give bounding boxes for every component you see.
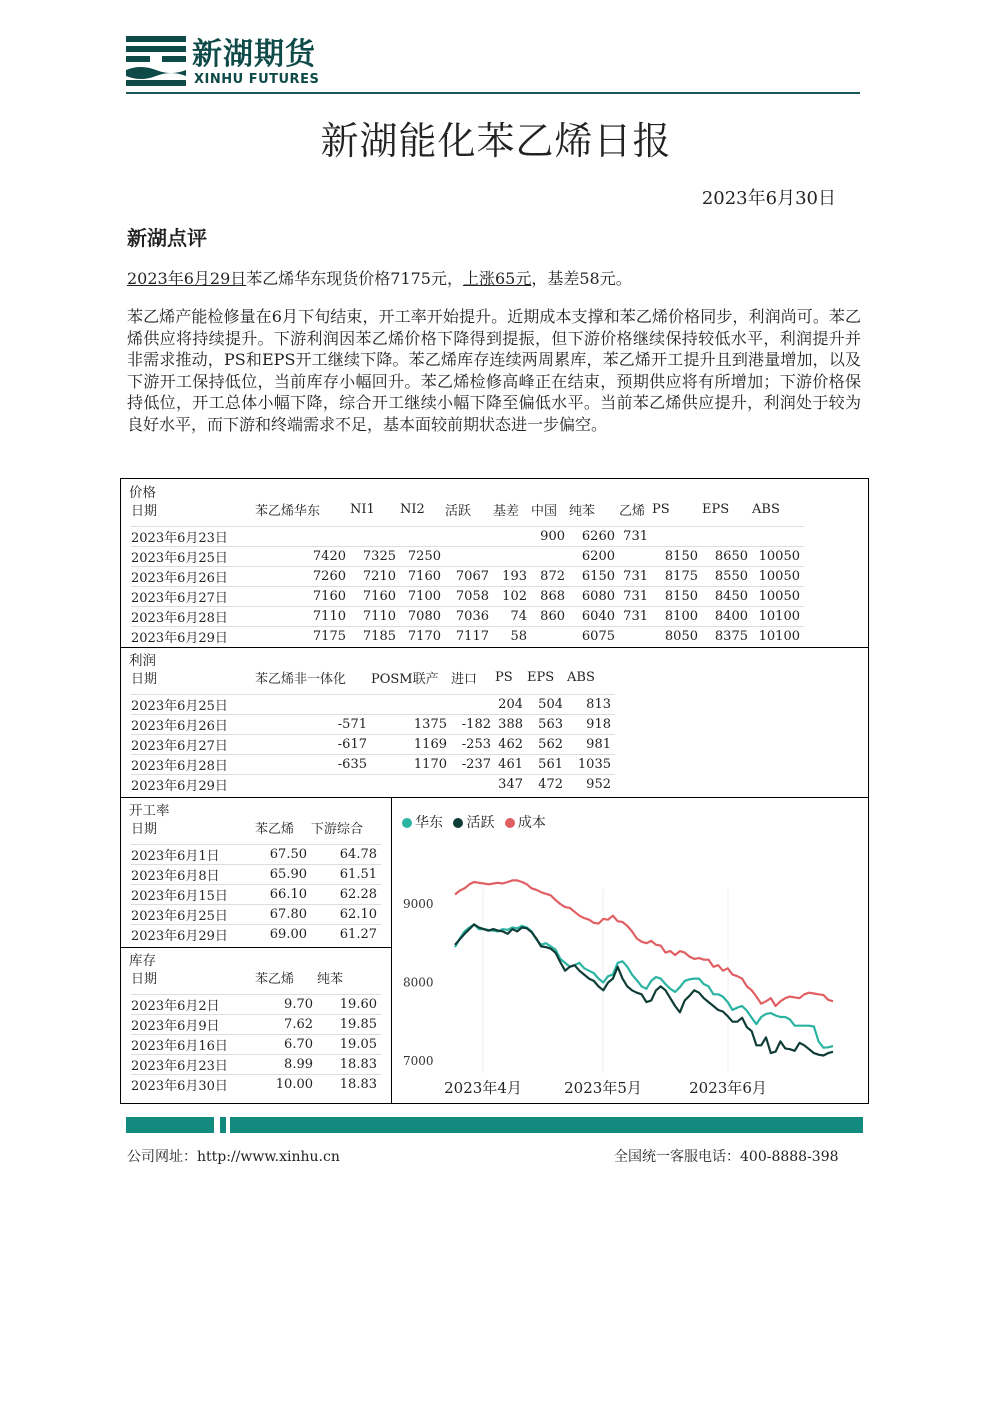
price-cell: 10050 bbox=[752, 547, 804, 567]
rate-cell: 64.78 bbox=[311, 845, 381, 865]
profit-section-label: 利润 bbox=[129, 653, 156, 669]
profit-cell: 347 bbox=[495, 775, 527, 795]
table-row bbox=[131, 567, 804, 587]
table-row bbox=[131, 607, 804, 627]
rate-cell: 2023年6月1日 bbox=[131, 845, 255, 865]
price-cell: 8050 bbox=[652, 627, 702, 647]
logo-text-cn: 新湖期货 bbox=[192, 37, 316, 72]
price-table bbox=[131, 498, 804, 646]
price-header-1: 苯乙烯华东 bbox=[255, 503, 321, 519]
price-cell: 8100 bbox=[652, 607, 702, 627]
stock-cell: 8.99 bbox=[255, 1055, 317, 1075]
legend-item-huoyue bbox=[447, 815, 494, 831]
price-cell: 2023年6月25日 bbox=[131, 547, 255, 567]
profit-cell: 462 bbox=[495, 735, 527, 755]
table-row bbox=[131, 715, 615, 735]
rate-cell: 62.28 bbox=[311, 885, 381, 905]
summary-mid: 苯乙烯华东现货价格7175元， bbox=[246, 269, 463, 288]
price-cell bbox=[445, 527, 493, 547]
profit-cell: 472 bbox=[527, 775, 567, 795]
profit-cell: 981 bbox=[567, 735, 615, 755]
rate-cell: 67.50 bbox=[255, 845, 311, 865]
series-line-huoyue bbox=[455, 924, 833, 1055]
summary-tail: ，基差58元。 bbox=[531, 269, 632, 288]
profit-cell: 561 bbox=[527, 755, 567, 775]
table-row bbox=[131, 845, 381, 865]
price-cell: 7170 bbox=[400, 627, 445, 647]
stock-header-0: 日期 bbox=[131, 971, 158, 987]
price-cell: 731 bbox=[619, 527, 652, 547]
price-cell: 8450 bbox=[702, 587, 752, 607]
profit-cell: 2023年6月28日 bbox=[131, 755, 255, 775]
divider-rate-stock bbox=[121, 947, 391, 948]
price-cell: 7058 bbox=[445, 587, 493, 607]
divider-profit-lower bbox=[121, 797, 868, 798]
price-header-8: 乙烯 bbox=[619, 503, 646, 519]
stock-cell: 18.83 bbox=[317, 1075, 381, 1095]
x-tick-label: 2023年6月 bbox=[689, 1079, 767, 1097]
rate-header-1: 苯乙烯 bbox=[255, 821, 295, 837]
table-row bbox=[131, 547, 804, 567]
price-cell bbox=[400, 527, 445, 547]
price-header-11: ABS bbox=[752, 501, 780, 517]
legend-label-huadong: 华东 bbox=[415, 815, 443, 831]
legend-dot-cost bbox=[505, 818, 515, 828]
stock-cell: 2023年6月16日 bbox=[131, 1035, 255, 1055]
price-cell: 868 bbox=[531, 587, 569, 607]
table-row bbox=[131, 587, 804, 607]
price-cell: 2023年6月29日 bbox=[131, 627, 255, 647]
price-cell: 7160 bbox=[255, 587, 350, 607]
price-cell: 7110 bbox=[255, 607, 350, 627]
price-header-5: 基差 bbox=[493, 503, 520, 519]
price-cell bbox=[619, 627, 652, 647]
price-cell: 6150 bbox=[569, 567, 619, 587]
price-cell: 6075 bbox=[569, 627, 619, 647]
rate-cell: 66.10 bbox=[255, 885, 311, 905]
table-row bbox=[131, 695, 615, 715]
report-date: 2023年6月30日 bbox=[701, 188, 836, 209]
table-row bbox=[131, 1035, 381, 1055]
rate-cell: 2023年6月15日 bbox=[131, 885, 255, 905]
price-cell: 2023年6月27日 bbox=[131, 587, 255, 607]
price-cell: 193 bbox=[493, 567, 531, 587]
price-cell bbox=[619, 547, 652, 567]
price-header-10: EPS bbox=[702, 501, 730, 517]
rate-cell: 2023年6月25日 bbox=[131, 905, 255, 925]
stock-cell: 18.83 bbox=[317, 1055, 381, 1075]
profit-cell bbox=[371, 775, 451, 795]
price-cell: 7067 bbox=[445, 567, 493, 587]
x-tick-label: 2023年5月 bbox=[564, 1079, 642, 1097]
price-section-label: 价格 bbox=[129, 485, 156, 501]
price-cell: 7160 bbox=[350, 587, 400, 607]
rate-cell: 2023年6月8日 bbox=[131, 865, 255, 885]
price-cell: 860 bbox=[531, 607, 569, 627]
footer-hotline: 全国统一客服电话：400-8888-398 bbox=[614, 1149, 839, 1165]
stock-section-label: 库存 bbox=[129, 953, 156, 969]
table-row bbox=[131, 885, 381, 905]
summary-change: 上涨65元 bbox=[463, 269, 532, 288]
rate-cell: 2023年6月29日 bbox=[131, 925, 255, 945]
summary-date: 2023年6月29日 bbox=[127, 269, 247, 288]
profit-cell: 2023年6月26日 bbox=[131, 715, 255, 735]
profit-cell: 952 bbox=[567, 775, 615, 795]
table-row bbox=[131, 775, 615, 795]
profit-header-0: 日期 bbox=[131, 671, 158, 687]
stock-cell: 6.70 bbox=[255, 1035, 317, 1055]
price-cell bbox=[445, 547, 493, 567]
xinhu-logo-icon bbox=[126, 36, 186, 88]
price-cell: 7260 bbox=[255, 567, 350, 587]
price-cell: 7175 bbox=[255, 627, 350, 647]
table-row bbox=[131, 1055, 381, 1075]
header-divider bbox=[126, 92, 860, 94]
stock-table bbox=[131, 966, 381, 1094]
stock-header-row bbox=[131, 966, 381, 988]
price-cell: 58 bbox=[493, 627, 531, 647]
stock-header-1: 苯乙烯 bbox=[255, 971, 295, 987]
stock-cell: 19.05 bbox=[317, 1035, 381, 1055]
price-cell: 10100 bbox=[752, 607, 804, 627]
price-cost-line-chart bbox=[393, 839, 867, 1101]
price-cell: 7100 bbox=[400, 587, 445, 607]
price-cell bbox=[702, 527, 752, 547]
legend-item-cost bbox=[499, 815, 546, 831]
profit-cell: 2023年6月27日 bbox=[131, 735, 255, 755]
price-cell: 8175 bbox=[652, 567, 702, 587]
rate-section-label: 开工率 bbox=[129, 803, 170, 819]
profit-header-4: PS bbox=[495, 669, 513, 685]
profit-cell: 2023年6月29日 bbox=[131, 775, 255, 795]
price-cell: 2023年6月26日 bbox=[131, 567, 255, 587]
profit-cell: -237 bbox=[451, 755, 495, 775]
price-cell bbox=[255, 527, 350, 547]
profit-cell: 1169 bbox=[371, 735, 451, 755]
profit-cell: 1375 bbox=[371, 715, 451, 735]
profit-cell: 1035 bbox=[567, 755, 615, 775]
table-row bbox=[131, 755, 615, 775]
price-cell: 6200 bbox=[569, 547, 619, 567]
price-cell: 7185 bbox=[350, 627, 400, 647]
price-cell: 8400 bbox=[702, 607, 752, 627]
company-logo bbox=[126, 36, 326, 92]
stock-cell: 2023年6月2日 bbox=[131, 995, 255, 1015]
price-cell: 7250 bbox=[400, 547, 445, 567]
profit-header-row bbox=[131, 666, 615, 688]
price-cell: 10100 bbox=[752, 627, 804, 647]
profit-cell: 388 bbox=[495, 715, 527, 735]
rate-cell: 65.90 bbox=[255, 865, 311, 885]
rate-cell: 61.27 bbox=[311, 925, 381, 945]
footer-bar bbox=[126, 1117, 863, 1133]
chart-legend bbox=[402, 812, 546, 832]
price-cell bbox=[531, 627, 569, 647]
price-cell: 10050 bbox=[752, 587, 804, 607]
price-cell: 10050 bbox=[752, 567, 804, 587]
stock-cell: 2023年6月30日 bbox=[131, 1075, 255, 1095]
profit-cell: 562 bbox=[527, 735, 567, 755]
legend-item-huadong bbox=[402, 815, 443, 831]
y-tick-label: 9000 bbox=[403, 896, 434, 911]
price-cell: 2023年6月28日 bbox=[131, 607, 255, 627]
profit-cell: 461 bbox=[495, 755, 527, 775]
profit-cell: -571 bbox=[255, 715, 371, 735]
price-cell: 6080 bbox=[569, 587, 619, 607]
rate-header-row bbox=[131, 816, 381, 838]
table-row bbox=[131, 527, 804, 547]
y-tick-label: 7000 bbox=[403, 1054, 434, 1068]
commentary-paragraph: 苯乙烯产能检修量在6月下旬结束，开工率开始提升。近期成本支撑和苯乙烯价格同步，利润尚可。苯乙烯供应将持续提升。下游利润因苯乙烯价格下降得到提振，但下游价格继续保持较低水平，利润提升并非需求推动，PS和EPS开工继续下降。苯乙烯库存连续两周累库，苯乙烯开工提升且到港量增加，以及下游开工保持低位，当前库存小幅回升。苯乙烯检修高峰正在结束，预期供应将有所增加；下游价格保持低位，开工总体小幅下降，综合开工继续小幅下降至偏低水平。当前苯乙烯供应提升，利润处于较为良好水平，而下游和终端需求不足，基本面较前期状态进一步偏空。 bbox=[127, 307, 861, 434]
profit-cell bbox=[255, 695, 371, 715]
legend-label-huoyue: 活跃 bbox=[466, 815, 495, 831]
price-header-0: 日期 bbox=[131, 503, 158, 519]
stock-cell: 2023年6月23日 bbox=[131, 1055, 255, 1075]
table-row bbox=[131, 1015, 381, 1035]
stock-cell: 10.00 bbox=[255, 1075, 317, 1095]
table-row bbox=[131, 925, 381, 945]
price-cell: 7160 bbox=[400, 567, 445, 587]
profit-header-5: EPS bbox=[527, 669, 555, 685]
price-cell: 8550 bbox=[702, 567, 752, 587]
price-header-4: 活跃 bbox=[445, 503, 472, 519]
price-cell: 731 bbox=[619, 567, 652, 587]
price-header-2: NI1 bbox=[350, 501, 375, 517]
price-cell: 900 bbox=[531, 527, 569, 547]
price-cell bbox=[531, 547, 569, 567]
profit-header-6: ABS bbox=[567, 669, 595, 685]
price-cell: 7210 bbox=[350, 567, 400, 587]
stock-cell: 9.70 bbox=[255, 995, 317, 1015]
profit-cell: -253 bbox=[451, 735, 495, 755]
price-cell bbox=[350, 527, 400, 547]
profit-cell bbox=[255, 775, 371, 795]
price-header-9: PS bbox=[652, 501, 670, 517]
x-tick-label: 2023年4月 bbox=[444, 1079, 522, 1097]
profit-table bbox=[131, 666, 615, 794]
price-cell: 7420 bbox=[255, 547, 350, 567]
profit-cell bbox=[451, 775, 495, 795]
profit-header-3: 进口 bbox=[451, 671, 478, 687]
report-title: 新湖能化苯乙烯日报 bbox=[320, 119, 672, 163]
table-row bbox=[131, 865, 381, 885]
data-panel bbox=[120, 478, 869, 1104]
profit-cell: 563 bbox=[527, 715, 567, 735]
stock-cell: 19.85 bbox=[317, 1015, 381, 1035]
price-cell: 7080 bbox=[400, 607, 445, 627]
y-tick-label: 8000 bbox=[403, 975, 434, 990]
price-cell: 872 bbox=[531, 567, 569, 587]
profit-cell: 918 bbox=[567, 715, 615, 735]
profit-cell: -182 bbox=[451, 715, 495, 735]
price-cell: 7117 bbox=[445, 627, 493, 647]
price-cell: 8650 bbox=[702, 547, 752, 567]
stock-cell: 19.60 bbox=[317, 995, 381, 1015]
price-cell: 7110 bbox=[350, 607, 400, 627]
price-header-3: NI2 bbox=[400, 501, 425, 517]
profit-cell: -617 bbox=[255, 735, 371, 755]
footer-website: 公司网址：http://www.xinhu.cn bbox=[127, 1149, 340, 1165]
price-header-6: 中国 bbox=[531, 503, 558, 519]
rate-cell: 62.10 bbox=[311, 905, 381, 925]
price-cell: 2023年6月23日 bbox=[131, 527, 255, 547]
divider-tables-chart bbox=[391, 797, 392, 1103]
divider-price-profit bbox=[121, 647, 868, 648]
price-cell bbox=[652, 527, 702, 547]
profit-cell bbox=[371, 695, 451, 715]
rate-cell: 69.00 bbox=[255, 925, 311, 945]
price-cell: 8375 bbox=[702, 627, 752, 647]
price-cell: 74 bbox=[493, 607, 531, 627]
price-cell: 7036 bbox=[445, 607, 493, 627]
rate-cell: 61.51 bbox=[311, 865, 381, 885]
price-cell: 8150 bbox=[652, 547, 702, 567]
profit-header-1: 苯乙烯非一体化 bbox=[255, 671, 347, 687]
table-row bbox=[131, 735, 615, 755]
rate-table bbox=[131, 816, 381, 944]
legend-dot-huoyue bbox=[453, 818, 463, 828]
stock-cell: 2023年6月9日 bbox=[131, 1015, 255, 1035]
price-cell: 7325 bbox=[350, 547, 400, 567]
price-cell: 8150 bbox=[652, 587, 702, 607]
table-row bbox=[131, 995, 381, 1015]
profit-cell: 204 bbox=[495, 695, 527, 715]
legend-dot-huadong bbox=[402, 818, 412, 828]
section-heading: 新湖点评 bbox=[127, 226, 207, 250]
profit-cell: -635 bbox=[255, 755, 371, 775]
profit-cell: 813 bbox=[567, 695, 615, 715]
table-row bbox=[131, 1075, 381, 1095]
profit-cell bbox=[451, 695, 495, 715]
table-row bbox=[131, 905, 381, 925]
stock-header-2: 纯苯 bbox=[317, 971, 344, 987]
legend-label-cost: 成本 bbox=[517, 815, 546, 831]
price-cell bbox=[493, 527, 531, 547]
table-row bbox=[131, 627, 804, 647]
price-header-row bbox=[131, 498, 804, 520]
price-cell bbox=[493, 547, 531, 567]
logo-text-en: XINHU FUTURES bbox=[194, 72, 320, 87]
price-cell: 731 bbox=[619, 587, 652, 607]
price-cell bbox=[752, 527, 804, 547]
price-cell: 731 bbox=[619, 607, 652, 627]
rate-header-2: 下游综合 bbox=[311, 821, 364, 837]
price-header-7: 纯苯 bbox=[569, 503, 596, 519]
rate-header-0: 日期 bbox=[131, 821, 158, 837]
profit-header-2: POSM联产 bbox=[371, 671, 439, 687]
price-cell: 6260 bbox=[569, 527, 619, 547]
stock-cell: 7.62 bbox=[255, 1015, 317, 1035]
rate-cell: 67.80 bbox=[255, 905, 311, 925]
profit-cell: 1170 bbox=[371, 755, 451, 775]
price-cell: 102 bbox=[493, 587, 531, 607]
profit-cell: 2023年6月25日 bbox=[131, 695, 255, 715]
price-cell: 6040 bbox=[569, 607, 619, 627]
profit-cell: 504 bbox=[527, 695, 567, 715]
summary-line bbox=[127, 266, 632, 289]
